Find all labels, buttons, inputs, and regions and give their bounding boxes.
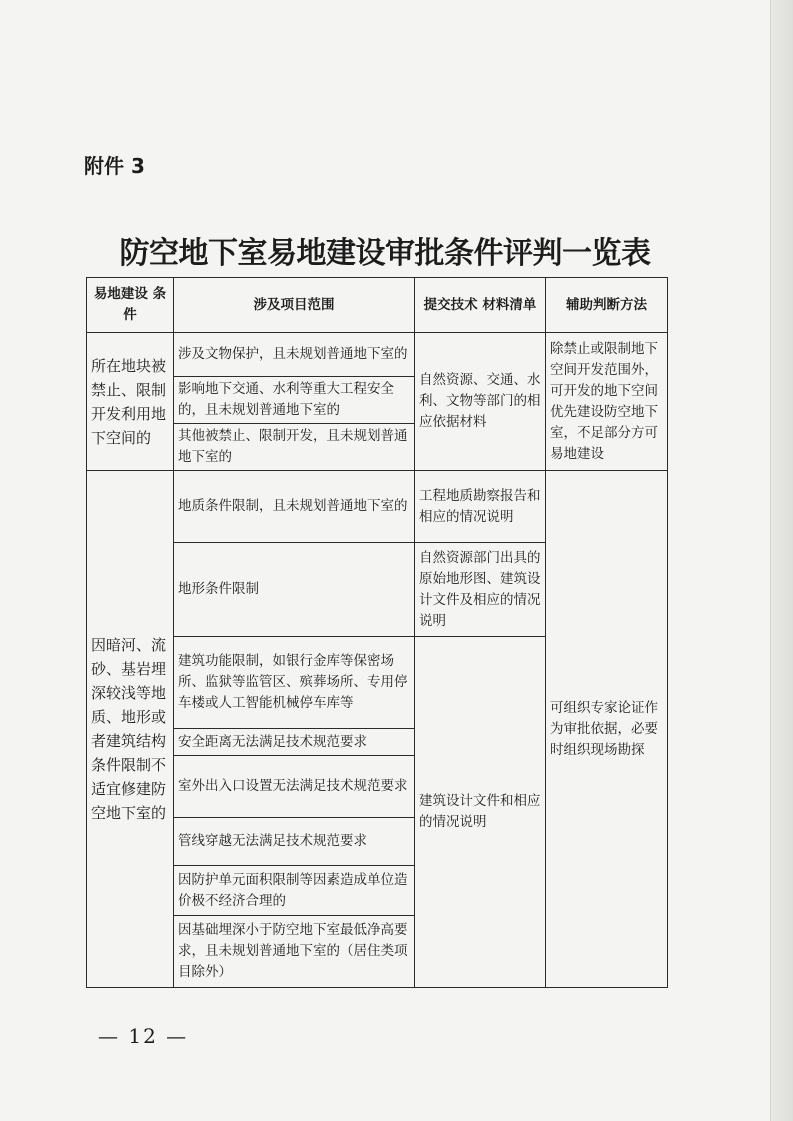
page-edge (770, 0, 793, 1121)
scope-cell: 建筑功能限制，如银行金库等保密场所、监狱等监管区、殡葬场所、专用停车楼或人工智能机械停车库等 (174, 637, 415, 729)
scope-cell: 影响地下交通、水利等重大工程安全的，且未规划普通地下室的 (174, 377, 415, 424)
header-condition: 易地建设 条 件 (87, 278, 174, 333)
table-row (87, 333, 668, 377)
method-cell: 除禁止或限制地下空间开发范围外，可开发的地下空间优先建设防空地下室，不足部分方可易地建设 (546, 333, 668, 471)
condition-cell: 因暗河、流砂、基岩埋深较浅等地质、地形或者建筑结构条件限制不适宜修建防空地下室的 (87, 471, 174, 988)
scope-cell: 地质条件限制，且未规划普通地下室的 (174, 471, 415, 543)
scope-cell: 管线穿越无法满足技术规范要求 (174, 818, 415, 866)
method-cell: 可组织专家论证作为审批依据，必要时组织现场勘探 (546, 471, 668, 988)
scope-cell: 地形条件限制 (174, 543, 415, 637)
scope-cell: 因基础埋深小于防空地下室最低净高要求，且未规划普通地下室的（居住类项目除外） (174, 916, 415, 988)
criteria-table (86, 277, 668, 988)
scope-cell: 其他被禁止、限制开发，且未规划普通地下室的 (174, 424, 415, 471)
scope-cell: 安全距离无法满足技术规范要求 (174, 729, 415, 756)
materials-cell: 自然资源、交通、水利、文物等部门的相应依据材料 (415, 333, 546, 471)
scope-cell: 因防护单元面积限制等因素造成单位造价极不经济合理的 (174, 866, 415, 916)
materials-cell: 建筑设计文件和相应的情况说明 (415, 637, 546, 988)
scope-cell: 涉及文物保护，且未规划普通地下室的 (174, 333, 415, 377)
document-title: 防空地下室易地建设审批条件评判一览表 (119, 236, 651, 271)
materials-cell: 工程地质勘察报告和相应的情况说明 (415, 471, 546, 543)
condition-cell: 所在地块被禁止、限制开发利用地下空间的 (87, 333, 174, 471)
page-number: — 12 — (98, 1024, 189, 1048)
table-row (87, 471, 668, 543)
header-method: 辅助判断方法 (546, 278, 668, 333)
header-materials: 提交技术 材料清单 (415, 278, 546, 333)
table-header-row (87, 278, 668, 333)
header-scope: 涉及项目范围 (174, 278, 415, 333)
scope-cell: 室外出入口设置无法满足技术规范要求 (174, 756, 415, 818)
attachment-label: 附件 3 (84, 154, 145, 178)
materials-cell: 自然资源部门出具的原始地形图、建筑设计文件及相应的情况说明 (415, 543, 546, 637)
